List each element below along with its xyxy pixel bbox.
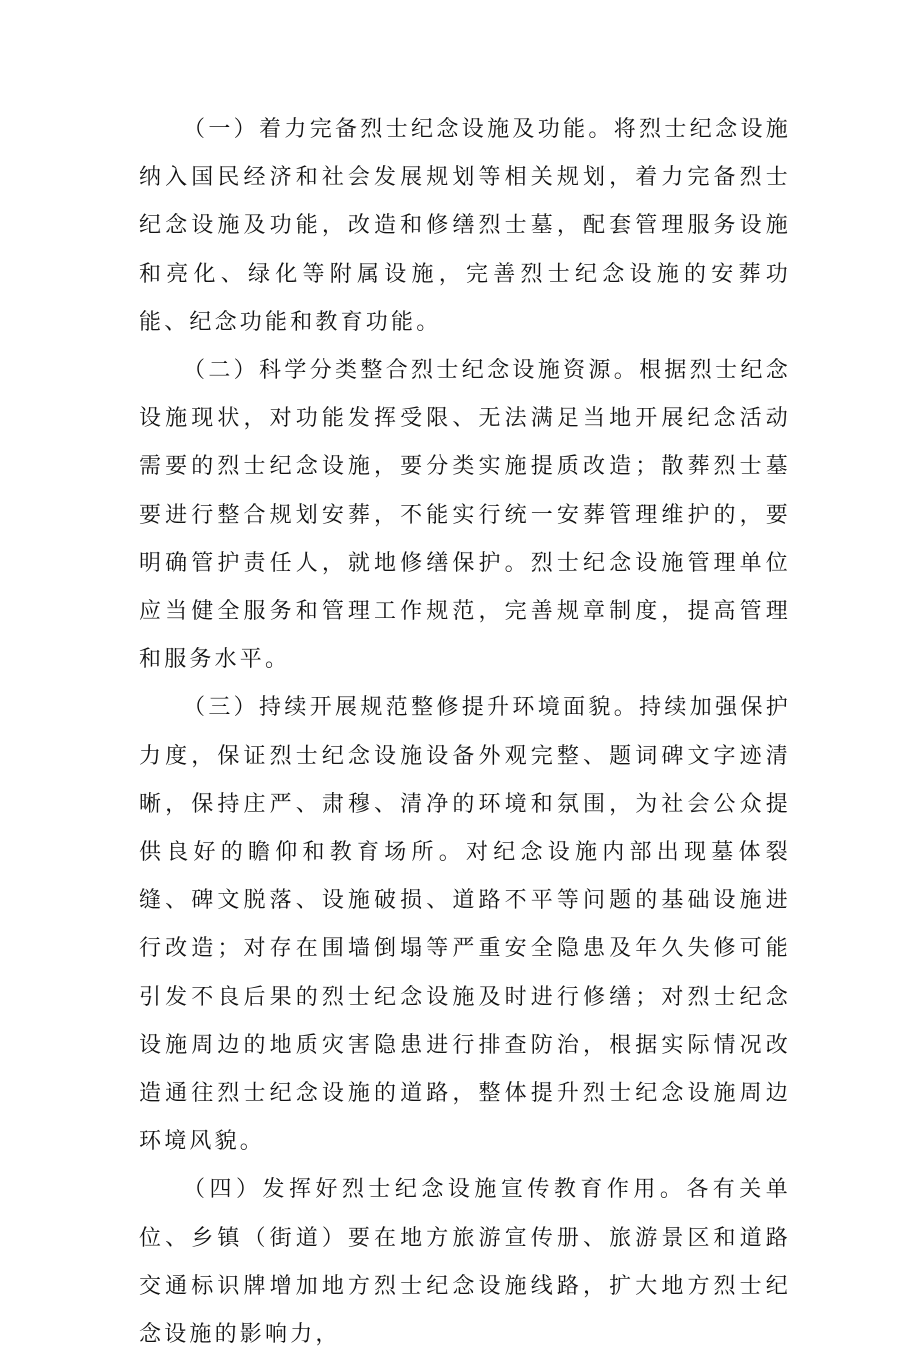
paragraph-3: （三）持续开展规范整修提升环境面貌。持续加强保护力度，保证烈士纪念设施设备外观完整、题词碑文字迹清晰，保持庄严、肃穆、清净的环境和氛围，为社会公众提供良好的瞻仰和教育场所。对纪念设施内部出现墓体裂缝、碑文脱落、设施破损、道路不平等问题的基础设施进行改造；对存在围墙倒塌等严重安全隐患及年久失修可能引发不良后果的烈士纪念设施及时进行修缮；对烈士纪念设施周边的地质灾害隐患进行排查防治，根据实际情况改造通往烈士纪念设施的道路，整体提升烈士纪念设施周边环境风貌。 — [139, 695, 791, 1155]
document-body — [139, 106, 791, 1359]
paragraph-4: （四）发挥好烈士纪念设施宣传教育作用。各有关单位、乡镇（街道）要在地方旅游宣传册、旅游景区和道路交通标识牌增加地方烈士纪念设施线路，扩大地方烈士纪念设施的影响力， — [139, 1177, 791, 1348]
paragraph-2: （二）科学分类整合烈士纪念设施资源。根据烈士纪念设施现状，对功能发挥受限、无法满足当地开展纪念活动需要的烈士纪念设施，要分类实施提质改造；散葬烈士墓要进行整合规划安葬，不能实行统一安葬管理维护的，要明确管护责任人，就地修缮保护。烈士纪念设施管理单位应当健全服务和管理工作规范，完善规章制度，提高管理和服务水平。 — [139, 358, 791, 673]
paragraph-1: （一）着力完备烈士纪念设施及功能。将烈士纪念设施纳入国民经济和社会发展规划等相关规划，着力完备烈士纪念设施及功能，改造和修缮烈士墓，配套管理服务设施和亮化、绿化等附属设施，完善烈士纪念设施的安葬功能、纪念功能和教育功能。 — [139, 117, 791, 335]
